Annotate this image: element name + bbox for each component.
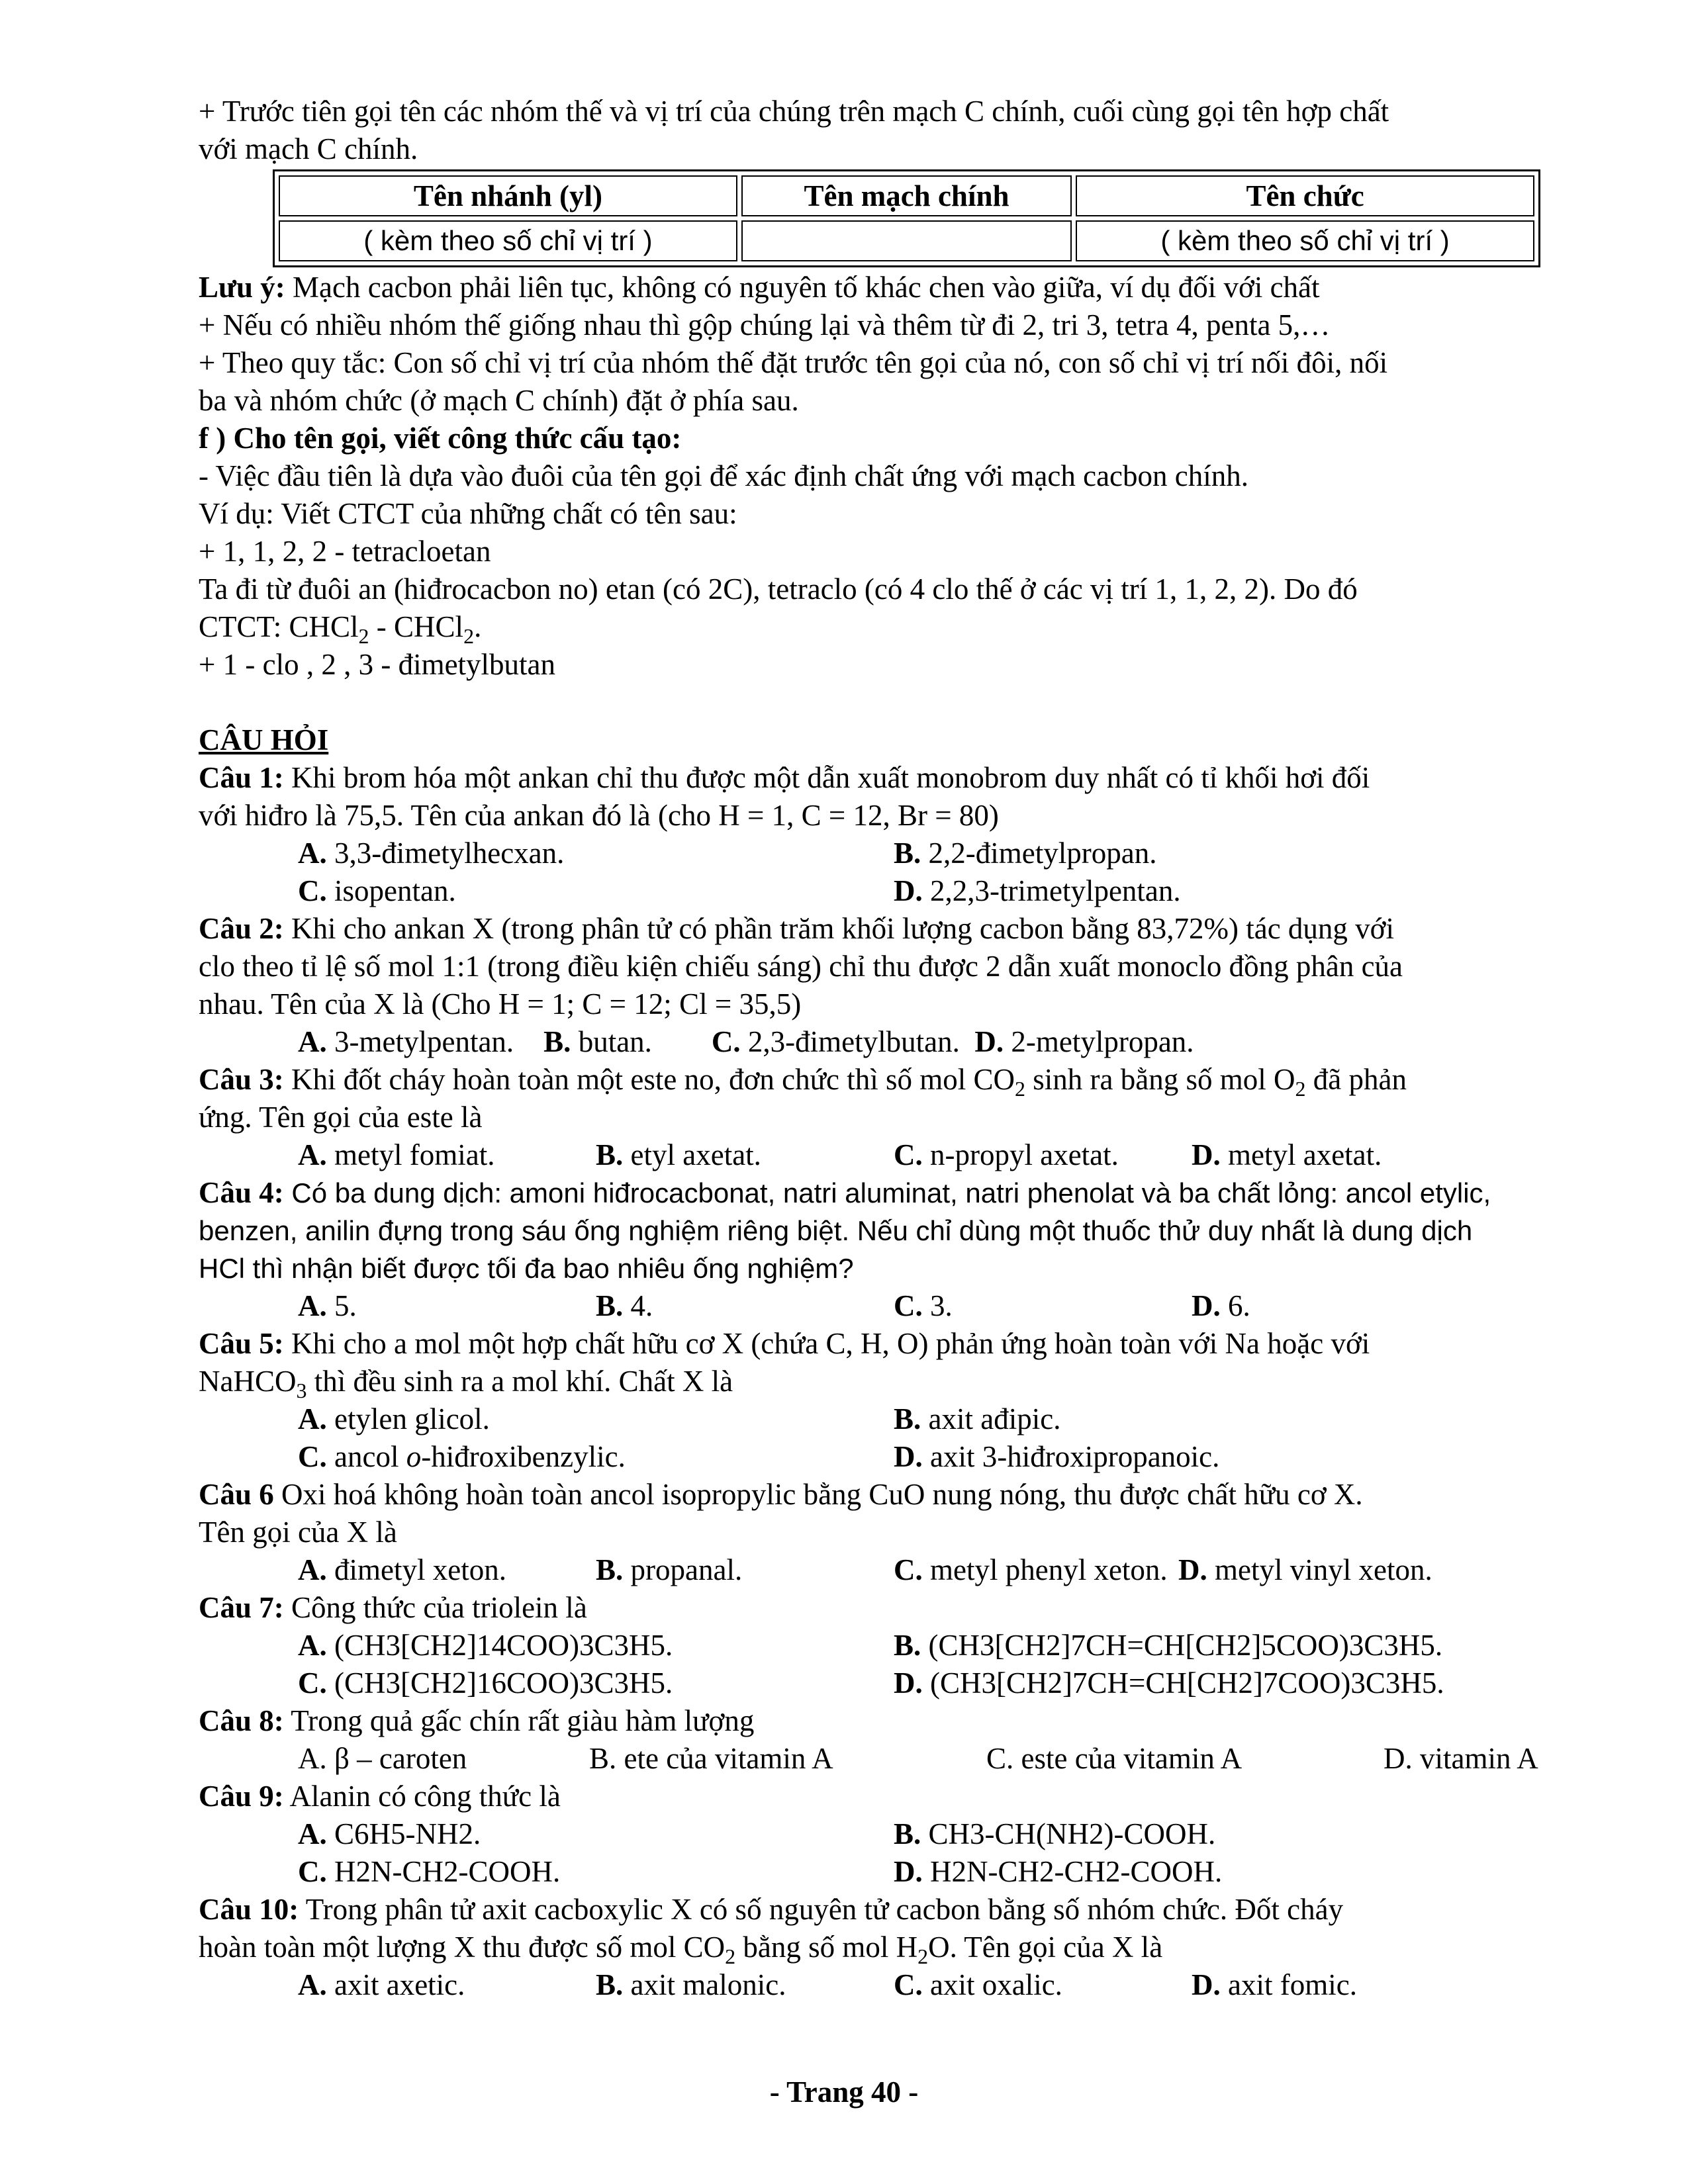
question-label: Câu 2: (199, 912, 284, 945)
section-line: Ta đi từ đuôi an (hiđrocacbon no) etan (có 2C), tetraclo (có 4 clo thế ở các vị trí 1, 1, 2, 2). Do đó (199, 572, 1358, 606)
option-d: D. 2-metylpropan. (974, 1025, 1194, 1058)
options (298, 1400, 1582, 1476)
question-label: Câu 10: (199, 1893, 299, 1926)
questions-heading: CÂU HỎI (199, 723, 329, 756)
formula-part: . (474, 610, 482, 643)
section-line: + 1 - clo , 2 , 3 - đimetylbutan (199, 648, 556, 681)
question-text: Trong phân tử axit cacboxylic X có số nguyên tử cacbon bằng số nhóm chức. Đốt cháy (299, 1893, 1344, 1926)
option-b: B. etyl axetat. (596, 1138, 761, 1171)
table-header: Tên chức (1076, 175, 1534, 216)
option-b: B. butan. (543, 1025, 652, 1058)
formula-subscript: 2 (358, 624, 369, 648)
option-c: C. H2N-CH2-COOH. (298, 1855, 561, 1888)
question-3: Câu 3: Khi đốt cháy hoàn toàn một este no, đơn chức thì số mol $CO_2$ sinh ra bằng số mol $O_2$ đã phản (199, 1063, 1407, 1101)
note-line: ba và nhóm chức (ở mạch C chính) đặt ở phía sau. (199, 384, 799, 417)
question-label: Câu 1: (199, 761, 284, 794)
formula-subscript: 2 (463, 624, 475, 648)
question-text: Alanin có công thức là (283, 1780, 561, 1813)
option-c: C. 2,3-đimetylbutan. (711, 1025, 960, 1058)
question-4 (199, 1174, 1582, 1212)
question-text: Công thức của triolein là (283, 1591, 587, 1624)
table-cell (741, 220, 1072, 261)
question-7 (199, 1589, 1582, 1627)
question-9 (199, 1778, 1582, 1815)
option-b: B. propanal. (596, 1553, 743, 1586)
option-d: D. H2N-CH2-CH2-COOH. (894, 1855, 1223, 1888)
option-c: C. isopentan. (298, 874, 456, 907)
options (298, 1023, 1582, 1061)
question-label: Câu 9: (199, 1780, 284, 1813)
question-text: Khi cho ankan X (trong phân tử có phần trăm khối lượng cacbon bằng 83,72%) tác dụng với (283, 912, 1394, 945)
question-text: Khi cho a mol một hợp chất hữu cơ X (chứa C, H, O) phản ứng hoàn toàn với Na hoặc với (283, 1327, 1370, 1360)
question-text: Oxi hoá không hoàn toàn ancol isopropylic bằng CuO nung nóng, thu được chất hữu cơ X. (273, 1478, 1363, 1511)
option-a: A. 5. (298, 1289, 357, 1322)
table-header: Tên nhánh (yl) (279, 175, 737, 216)
option-b: B. axit ađipic. (894, 1402, 1061, 1435)
question-8 (199, 1702, 1582, 1740)
question-text: với hiđro là 75,5. Tên của ankan đó là (cho H = 1, C = 12, Br = 80) (199, 799, 999, 832)
options (298, 1287, 1582, 1325)
option-d: D. 6. (1192, 1289, 1250, 1322)
note-line: + Theo quy tắc: Con số chỉ vị trí của nhóm thế đặt trước tên gọi của nó, con số chỉ vị trí nối đôi, nối (199, 346, 1388, 379)
question-5 (199, 1325, 1582, 1363)
note-text: Mạch cacbon phải liên tục, không có nguyên tố khác chen vào giữa, ví dụ đối với chất (285, 271, 1320, 304)
option-a: A. axit axetic. (298, 1968, 465, 2001)
question-text: Trong quả gấc chín rất giàu hàm lượng (283, 1704, 755, 1737)
option-b: B. CH3-CH(NH2)-COOH. (894, 1817, 1216, 1850)
option-b: B. axit malonic. (596, 1968, 786, 2001)
option-a: A. 3,3-đimetylhecxan. (298, 837, 565, 870)
naming-table (273, 169, 1540, 267)
option-d: D. axit fomic. (1192, 1968, 1357, 2001)
question-10 (199, 1891, 1582, 1929)
question-text: hoàn toàn một lượng X thu được số mol $CO_2$ bằng số mol $H_2O$. Tên gọi của X là (199, 1931, 1163, 1968)
document-body (199, 93, 1582, 2004)
option-b: B. ete của vitamin A (589, 1742, 833, 1775)
option-a: A. 3-metylpentan. (298, 1025, 514, 1058)
intro-line: với mạch C chính. (199, 132, 418, 165)
question-text: Có ba dung dịch: amoni hiđrocacbonat, natri aluminat, natri phenolat và ba chất lỏng: ancol etylic, (283, 1177, 1491, 1208)
section-line: - Việc đầu tiên là dựa vào đuôi của tên gọi để xác định chất ứng với mạch cacbon chính. (199, 459, 1249, 492)
formula-part: - CHCl (369, 610, 464, 643)
question-text: clo theo tỉ lệ số mol 1:1 (trong điều kiện chiếu sáng) chỉ thu được 2 dẫn xuất monoclo đồng phân của (199, 950, 1403, 983)
question-label: Câu 5: (199, 1327, 284, 1360)
question-6 (199, 1476, 1582, 1514)
question-text: Tên gọi của X là (199, 1516, 397, 1549)
option-a: A. đimetyl xeton. (298, 1553, 506, 1586)
question-text: benzen, anilin đựng trong sáu ống nghiệm riêng biệt. Nếu chỉ dùng một thuốc thử duy nhất là dung dịch (199, 1215, 1473, 1246)
option-a: A. etylen glicol. (298, 1402, 490, 1435)
option-c: C. n-propyl axetat. (894, 1138, 1119, 1171)
option-a: A. (CH3[CH2]14COO)3C3H5. (298, 1629, 673, 1662)
question-1 (199, 759, 1582, 797)
table-header: Tên mạch chính (741, 175, 1072, 216)
options (298, 1740, 1582, 1778)
option-b: B. 4. (596, 1289, 653, 1322)
question-text: ứng. Tên gọi của este là (199, 1101, 483, 1134)
option-c: C. metyl phenyl xeton. (894, 1553, 1168, 1586)
option-c: C. 3. (894, 1289, 953, 1322)
options (298, 1627, 1582, 1702)
section-heading: f ) Cho tên gọi, viết công thức cấu tạo: (199, 422, 682, 455)
option-b: B. 2,2-đimetylpropan. (894, 837, 1157, 870)
note-line (199, 269, 1582, 306)
option-a: A. β – caroten (298, 1742, 467, 1775)
question-label: Câu 3: (199, 1063, 284, 1096)
section-line: + 1, 1, 2, 2 - tetracloetan (199, 535, 491, 568)
question-text: Khi brom hóa một ankan chỉ thu được một dẫn xuất monobrom duy nhất có tỉ khối hơi đối (283, 761, 1370, 794)
note-line: + Nếu có nhiều nhóm thế giống nhau thì gộp chúng lại và thêm từ đi 2, tri 3, tetra 4, penta 5,… (199, 308, 1331, 341)
table-cell: ( kèm theo số chỉ vị trí ) (279, 220, 737, 261)
question-text: NaHCO$_3$ thì đều sinh ra a mol khí. Chất X là (199, 1365, 733, 1402)
question-2 (199, 910, 1582, 948)
option-d: D. vitamin A (1383, 1742, 1538, 1775)
question-label: Câu 7: (199, 1591, 284, 1624)
section-line: Ví dụ: Viết CTCT của những chất có tên sau: (199, 497, 737, 530)
option-a: A. metyl fomiat. (298, 1138, 495, 1171)
option-c: C. axit oxalic. (894, 1968, 1062, 2001)
question-label: Câu 6 (199, 1478, 274, 1511)
options (298, 835, 1582, 910)
options (298, 1815, 1582, 1891)
note-label: Lưu ý: (199, 271, 285, 304)
option-d: D. axit 3-hiđroxipropanoic. (894, 1440, 1220, 1473)
option-d: D. 2,2,3-trimetylpentan. (894, 874, 1181, 907)
option-c: C. ancol o-hiđroxibenzylic. (298, 1440, 626, 1473)
question-label: Câu 4: (199, 1176, 284, 1209)
options (298, 1136, 1582, 1174)
option-b: B. (CH3[CH2]7CH=CH[CH2]5COO)3C3H5. (894, 1629, 1443, 1662)
option-c: C. (CH3[CH2]16COO)3C3H5. (298, 1666, 673, 1700)
option-d: D. metyl axetat. (1192, 1138, 1382, 1171)
options (298, 1966, 1582, 2004)
options (298, 1551, 1582, 1589)
table-cell: ( kèm theo số chỉ vị trí ) (1076, 220, 1534, 261)
option-d: D. (CH3[CH2]7CH=CH[CH2]7COO)3C3H5. (894, 1666, 1444, 1700)
page-number: - Trang 40 - (769, 2075, 919, 2109)
option-c: C. este của vitamin A (986, 1742, 1243, 1775)
question-label: Câu 8: (199, 1704, 284, 1737)
question-text: HCl thì nhận biết được tối đa bao nhiêu ống nghiệm? (199, 1253, 854, 1284)
option-a: A. C6H5-NH2. (298, 1817, 481, 1850)
formula-part: CTCT: CHCl (199, 610, 359, 643)
question-text: nhau. Tên của X là (Cho H = 1; C = 12; Cl = 35,5) (199, 987, 802, 1021)
option-d: D. metyl vinyl xeton. (1178, 1553, 1432, 1586)
section-line (199, 608, 1582, 646)
intro-line: + Trước tiên gọi tên các nhóm thế và vị trí của chúng trên mạch C chính, cuối cùng gọi tên hợp chất (199, 95, 1389, 128)
